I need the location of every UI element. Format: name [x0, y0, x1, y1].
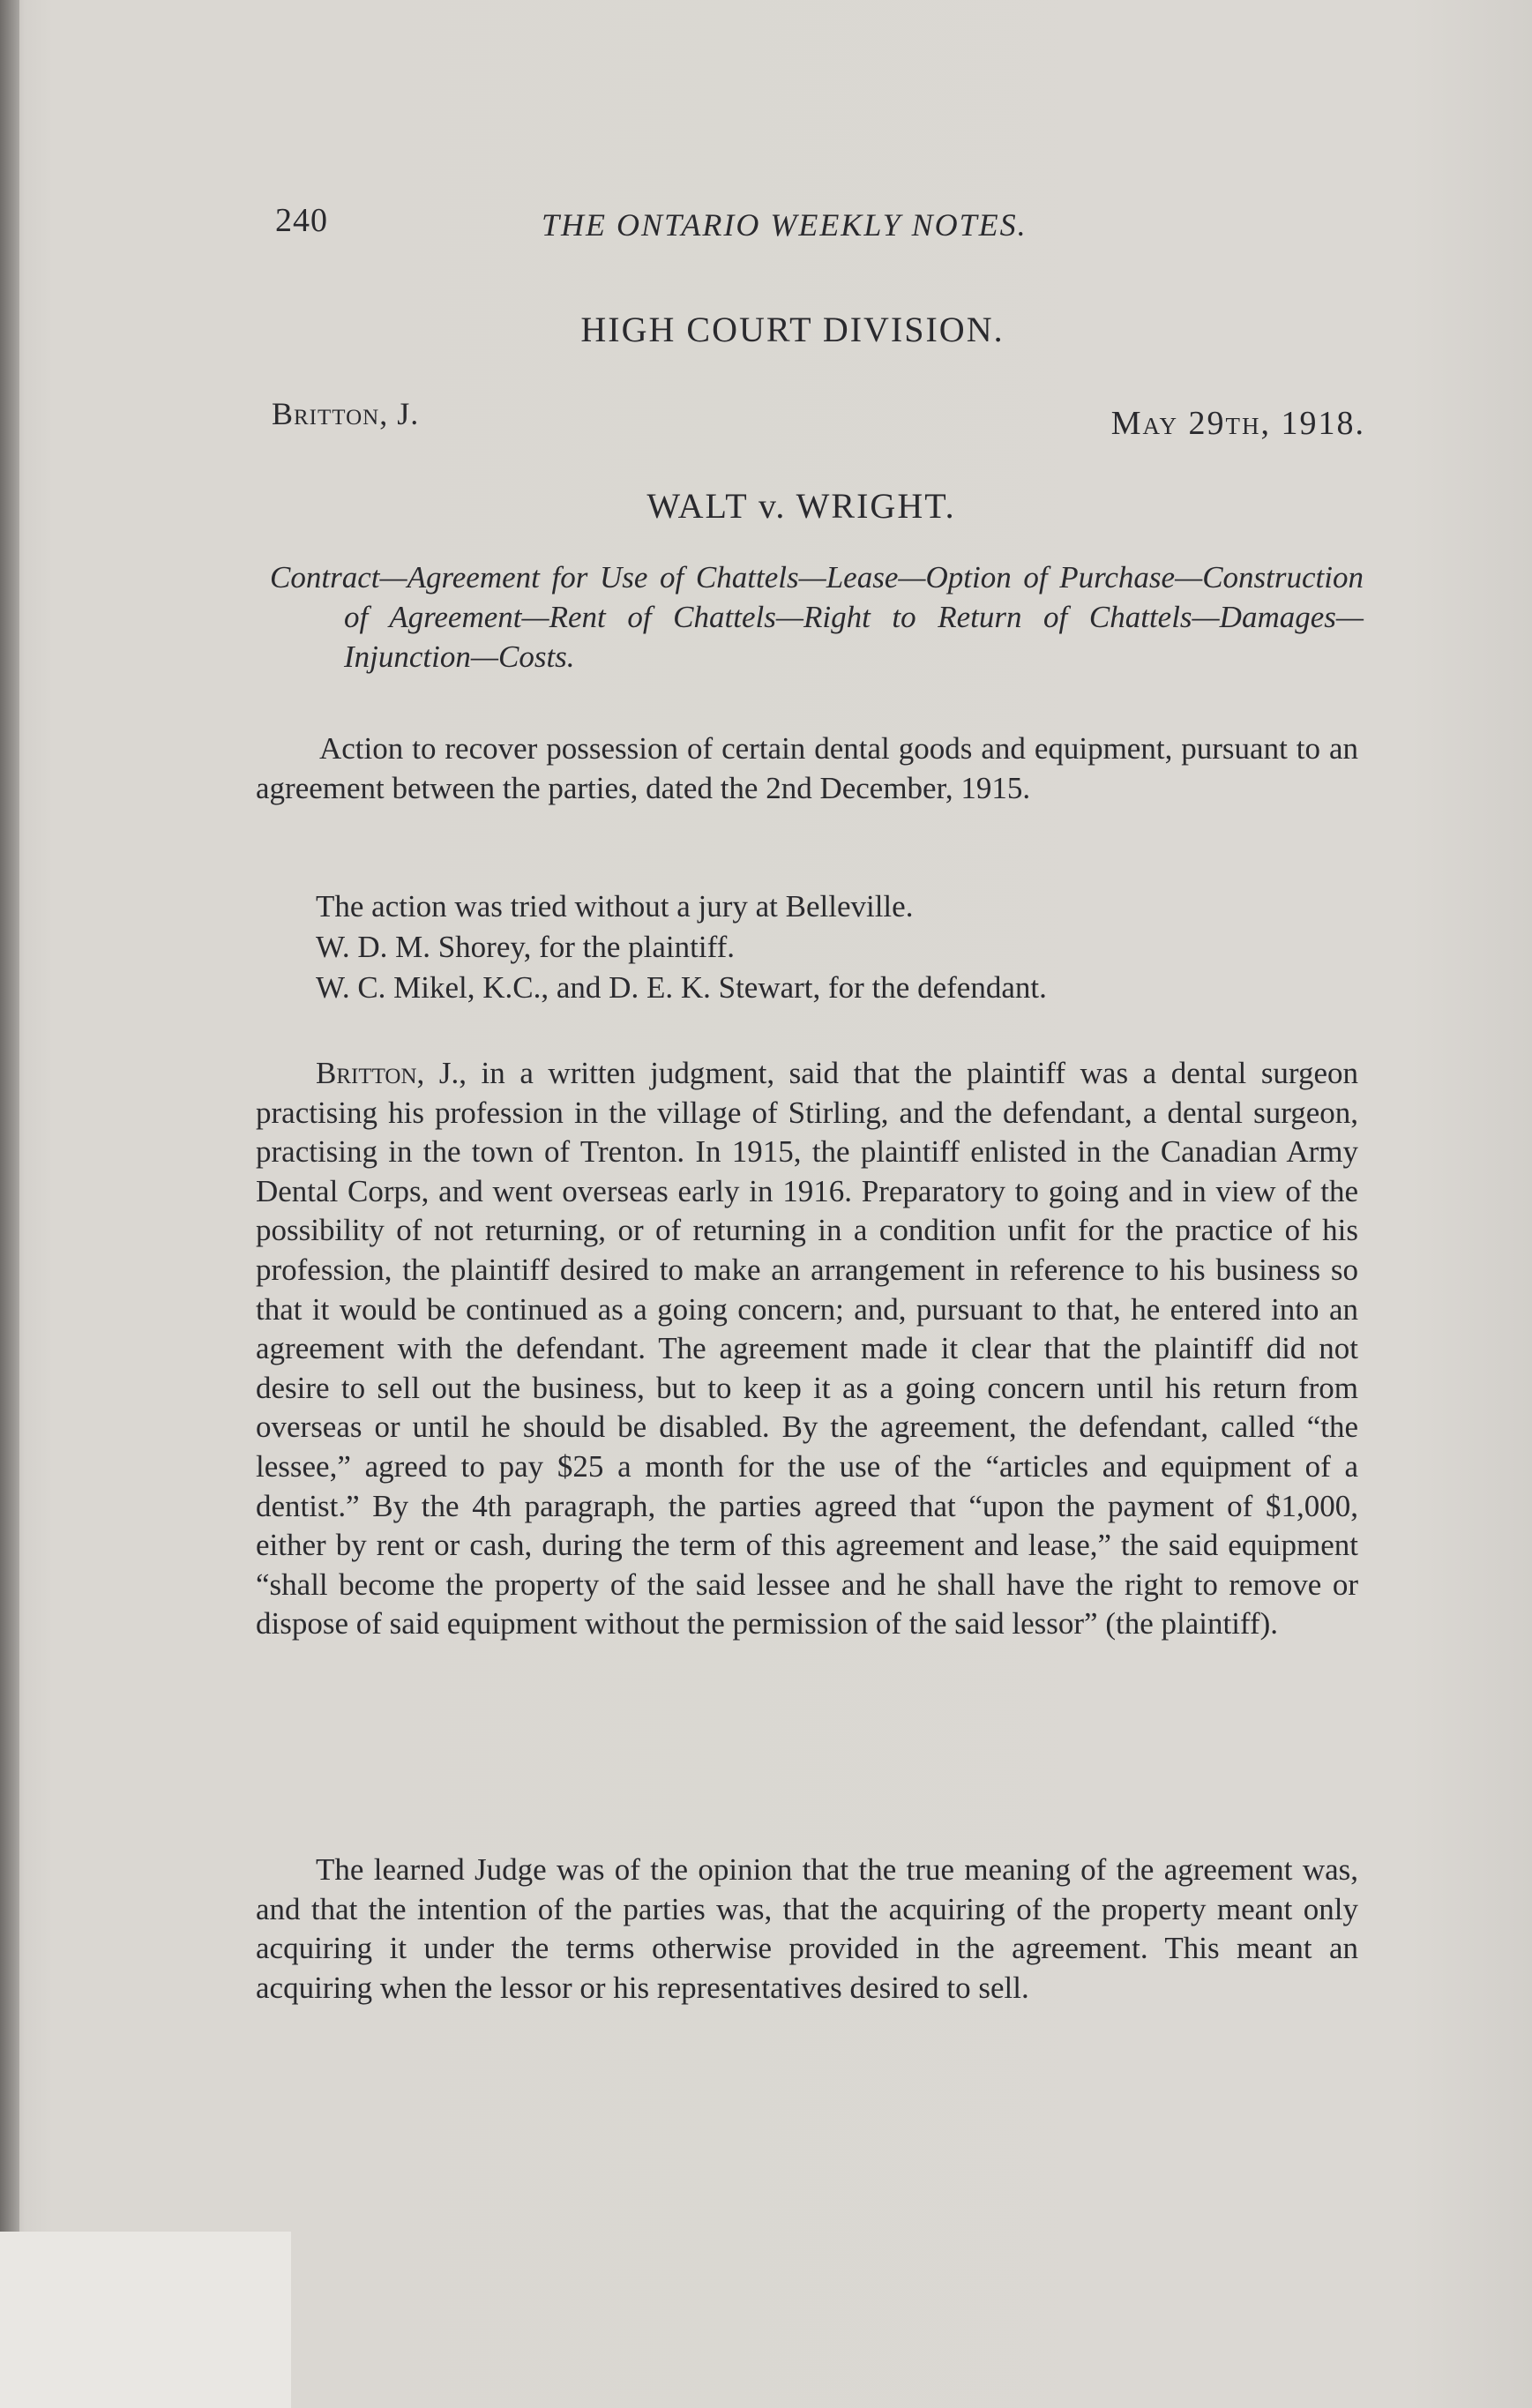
headnote-text: Contract—Agreement for Use of Chattels—Lease—Option of Purchase—Construction of Agreement—Rent of Chattels—Right to Return of Chattels—Damages—Injunction—Costs. — [270, 560, 1364, 674]
defendant-counsel: W. C. Mikel, K.C., and D. E. K. Stewart, for the defendant. — [316, 970, 1047, 1005]
headnote — [270, 557, 1364, 677]
trial-location: The action was tried without a jury at Belleville. — [316, 889, 914, 924]
case-title: WALT v. WRIGHT. — [646, 486, 956, 526]
running-head: THE ONTARIO WEEKLY NOTES. — [542, 207, 1028, 243]
judge-date-line — [272, 395, 1365, 448]
judgment-judge-name: Britton, J. — [316, 1056, 460, 1090]
decision-date: May 29th, 1918. — [1110, 405, 1365, 442]
binding-shadow — [0, 0, 19, 2408]
opinion-paragraph: The learned Judge was of the opinion that the true meaning of the agreement was, and that the intention of the parties was, that the acquiring of the property meant only acquiring it under the terms otherwise provided in the agreement. This meant an acquiring when the lessor or his representatives desired to sell. — [256, 1852, 1358, 2005]
judge-name: Britton, J. — [272, 396, 420, 431]
judgment-paragraph — [256, 1054, 1358, 1644]
page-corner — [0, 2232, 291, 2408]
page-header — [275, 194, 1087, 247]
court-heading: HIGH COURT DIVISION. — [580, 310, 1005, 349]
page-number: 240 — [275, 202, 328, 239]
intro-paragraph: Action to recover possession of certain dental goods and equipment, pursuant to an agreement between the parties, dated the 2nd December, 1915. — [256, 731, 1358, 805]
judgment-text: , in a written judgment, said that the plaintiff was a dental surgeon practising his profession in the village of Stirling, and the defendant, a dental surgeon, practising in the town of Trenton. In 1915, the plaintiff enlisted in the Canadian Army Dental Corps, and went overseas early in 1916. Preparatory to going and in view of the possibility of not returning, or of returning in a condition unfit for the practice of his profession, the plaintiff desired to make an arrangement in reference to his business so that it would be continued as a going concern; and, pursuant to that, he entered into an agreement with the defendant. The agreement made it clear that the plaintiff did not desire to sell out the business, but to keep it as a going concern until his return from overseas or until he should be disabled. By the agreement, the defendant, called “the lessee,” agreed to pay $25 a month for the use of the “articles and equipment of a dentist.” By the 4th paragraph, the parties agreed that “upon the payment of $1,000, either by rent or cash, during the term of this agreement and lease,” the said equipment “shall become the property of the said lessee and he shall have the right to remove or dispose of said equipment without the permission of the said lessor” (the plaintiff). — [256, 1056, 1358, 1641]
plaintiff-counsel: W. D. M. Shorey, for the plaintiff. — [316, 930, 736, 964]
trial-details — [316, 886, 1374, 1008]
